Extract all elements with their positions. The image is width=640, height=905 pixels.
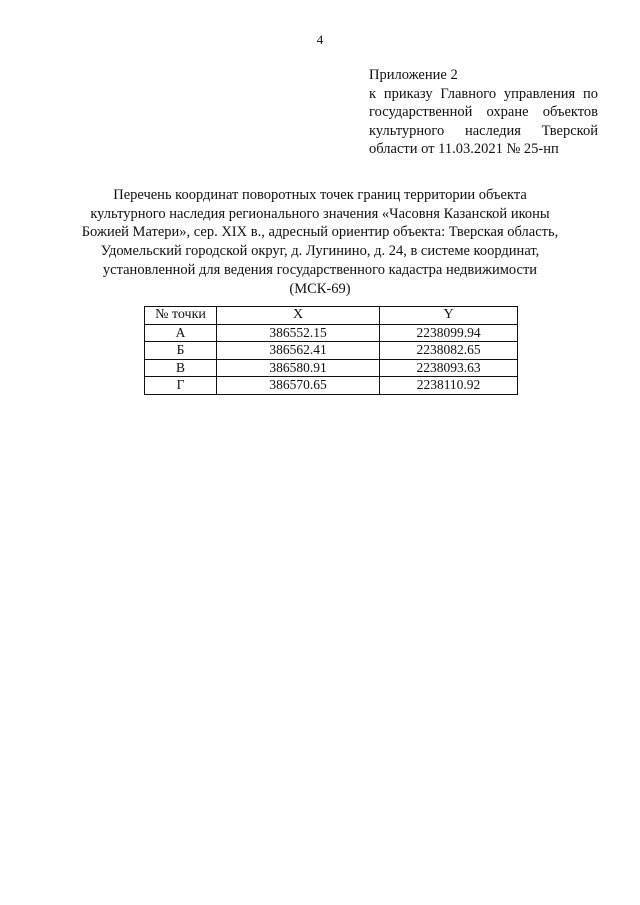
point-name-cell: Г [145,377,217,395]
column-header-y: Y [380,307,518,325]
column-header-x: X [217,307,380,325]
column-header-point: № точки [145,307,217,325]
point-name-cell: Б [145,342,217,360]
coordinates-table [144,306,518,395]
x-coordinate-cell: 386552.15 [217,324,380,342]
appendix-line: культурного наследия Тверской [369,122,598,139]
page-number: 4 [316,32,324,47]
appendix-line: области от 11.03.2021 № 25-нп [369,141,559,157]
x-coordinate-cell: 386562.41 [217,342,380,360]
y-coordinate-cell: 2238099.94 [380,324,518,342]
point-name-cell: А [145,324,217,342]
appendix-line: Приложение 2 [369,67,458,83]
point-name-cell: В [145,359,217,377]
y-coordinate-cell: 2238110.92 [380,377,518,395]
title-line: (МСК-69) [289,280,351,297]
appendix-line: к приказу Главного управления по [369,85,598,102]
table-row [145,377,518,395]
x-coordinate-cell: 386570.65 [217,377,380,395]
title-line: культурного наследия регионального значения «Часовня Казанской иконы [90,205,550,222]
table-row [145,359,518,377]
title-line: установленной для ведения государственного кадастра недвижимости [102,261,538,278]
x-coordinate-cell: 386580.91 [217,359,380,377]
appendix-line: государственной охране объектов [369,104,598,120]
table-row [145,324,518,342]
appendix-header [369,66,598,159]
document-title [80,186,560,298]
title-line: Божией Матери», сер. XIX в., адресный ориентир объекта: Тверская область, [81,224,559,241]
title-line: Перечень координат поворотных точек границ территории объекта [113,187,527,203]
y-coordinate-cell: 2238082.65 [380,342,518,360]
table-header-row [145,307,518,325]
table-row [145,342,518,360]
y-coordinate-cell: 2238093.63 [380,359,518,377]
title-line: Удомельский городской округ, д. Лугинино, д. 24, в системе координат, [100,243,540,260]
